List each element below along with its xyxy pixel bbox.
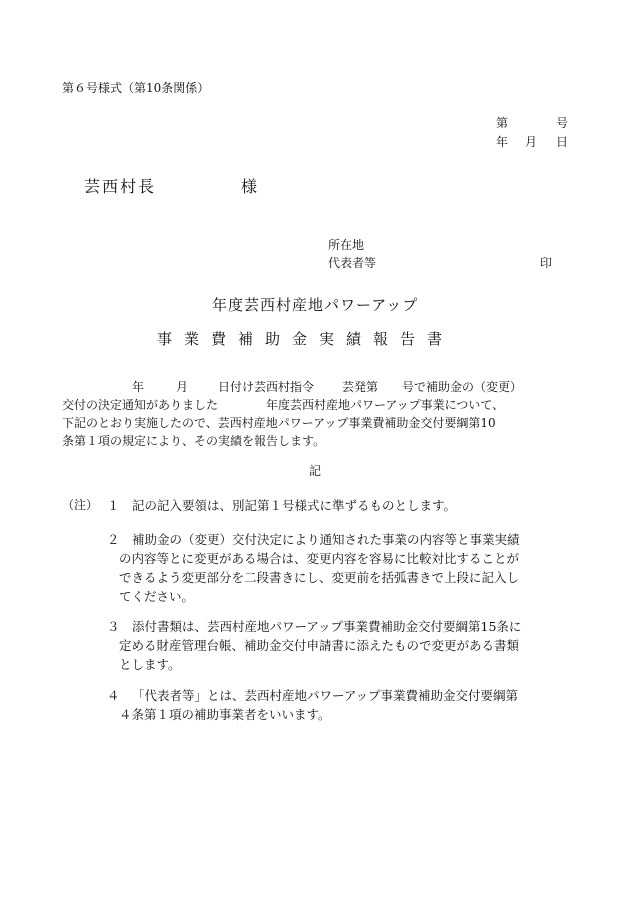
title-line1: 年度芸西村産地パワーアップ [212, 296, 419, 314]
note-3-line1: 添付書類は、芸西村産地パワーアップ事業費補助金交付要綱第15条に [132, 619, 522, 634]
body-ref-suffix: 号で補助金の（変更） [402, 380, 523, 394]
doc-number-go: 号 [556, 116, 569, 130]
seal-mark: 印 [540, 256, 553, 270]
body-line4: 条第１項の規定により、その実績を報告します。 [62, 434, 326, 448]
addressee-sama: 様 [241, 177, 258, 196]
note-2-line4: てください。 [119, 589, 195, 604]
body-line2: 交付の決定通知がありました 年度芸西村産地パワーアップ事業について、 [62, 398, 505, 412]
body-month: 月 [176, 380, 189, 394]
date-day: 日 [556, 135, 569, 149]
note-3-number: ３ [107, 619, 120, 634]
note-2-line1: 補助金の（変更）交付決定により通知された事業の内容等と事業実績 [132, 532, 520, 547]
note-2-line2: の内容等とに変更がある場合は、変更内容を容易に比較対比することが [119, 551, 520, 566]
body-date-ref: 日付け芸西村指令 [218, 380, 315, 394]
note-3-line2: 定める財産管理台帳、補助金交付申請書に添えたもので変更がある書類 [119, 638, 520, 653]
note-4-number: ４ [107, 688, 120, 703]
note-4-line2: ４条第１項の補助事業者をいいます。 [119, 707, 331, 722]
doc-number-dai: 第 [496, 116, 509, 130]
note-3-line3: とします。 [119, 657, 181, 672]
body-line3: 下記のとおり実施したので、芸西村産地パワーアップ事業費補助金交付要綱第10 [62, 416, 496, 430]
addressee-name: 芸西村長 [84, 177, 157, 196]
note-2-number: ２ [107, 532, 120, 547]
body-year: 年 [132, 380, 145, 394]
address-label: 所在地 [328, 238, 365, 252]
note-2-line3: できるよう変更部分を二段書きにし、変更前を括弧書きで上段に記入し [119, 570, 520, 585]
body-ref-prefix: 芸発第 [342, 380, 379, 394]
notes-prefix: （注） [62, 498, 99, 512]
note-4-line1: 「代表者等」とは、芸西村産地パワーアップ事業費補助金交付要綱第 [132, 688, 519, 703]
date-month: 月 [525, 135, 538, 149]
date-year: 年 [496, 135, 509, 149]
representative-label: 代表者等 [328, 256, 377, 270]
note-1-number: １ [107, 498, 120, 513]
ki-heading: 記 [309, 464, 322, 478]
form-label: 第６号様式（第10条関係） [62, 81, 210, 95]
title-line2: 事業費補助金実績報告書 [157, 330, 455, 348]
note-1-line1: 記の記入要領は、別記第１号様式に準ずるものとします。 [132, 498, 457, 513]
